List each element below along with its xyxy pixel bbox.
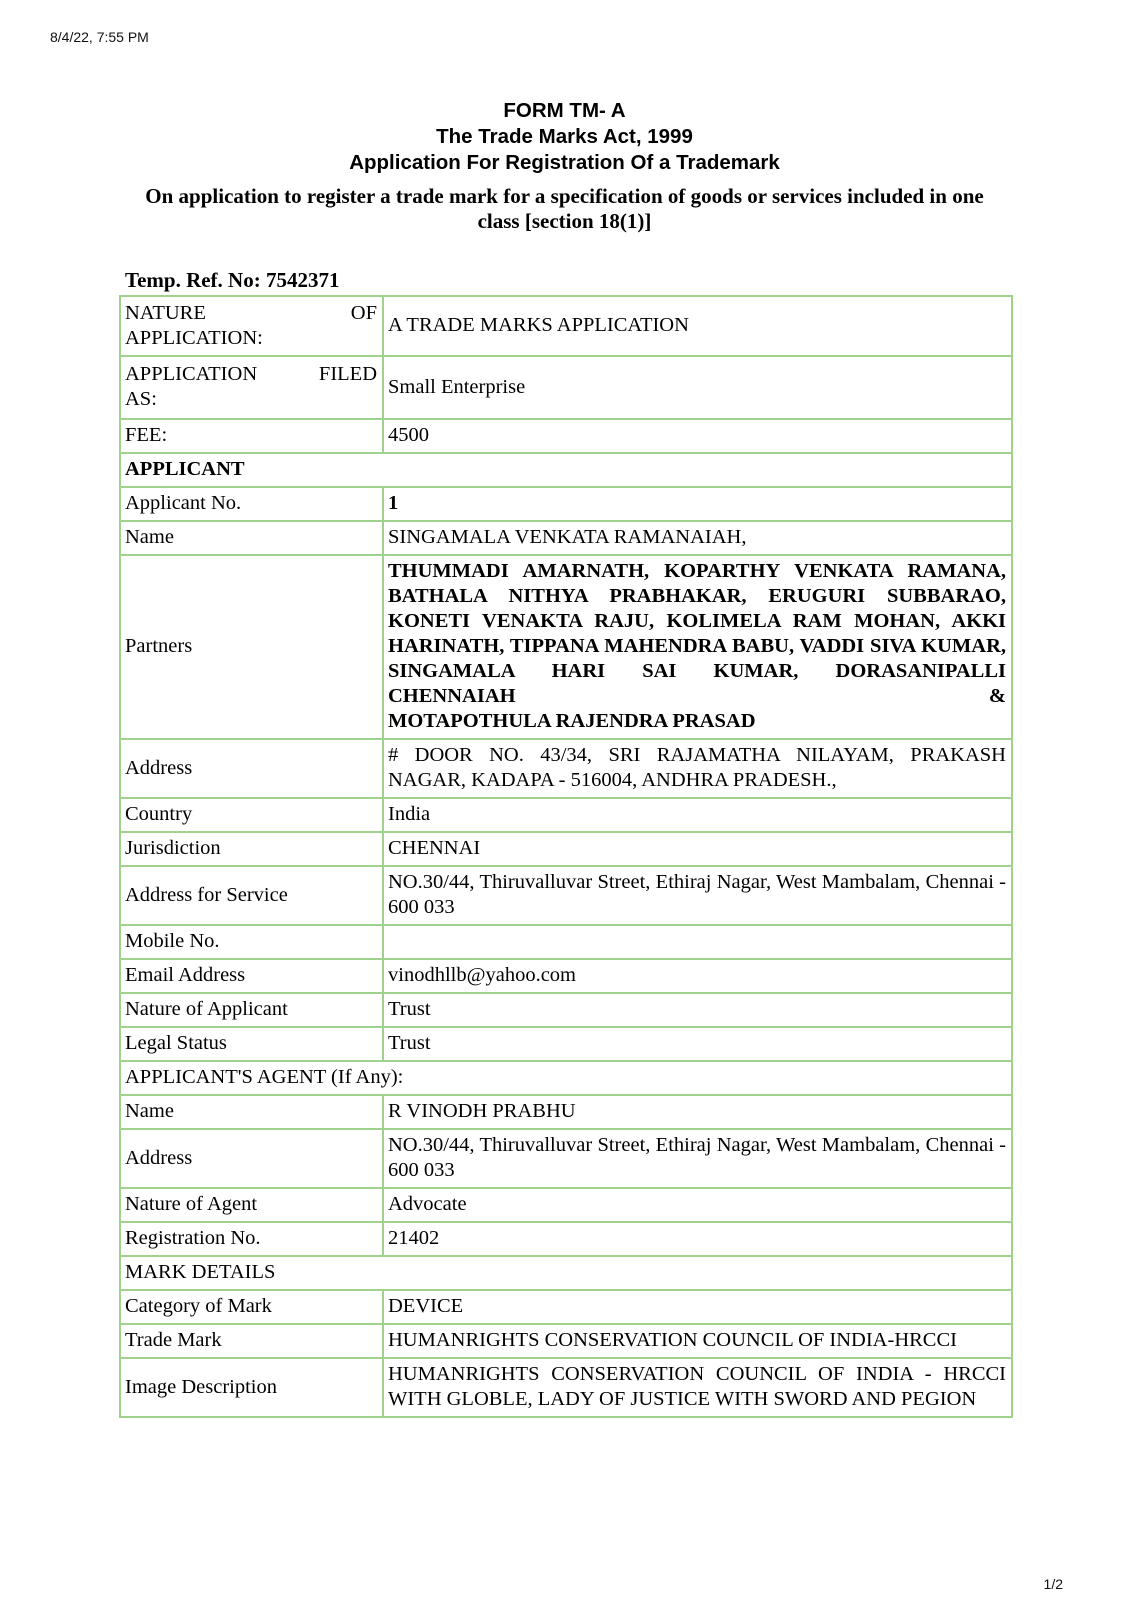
registration-no-value: 21402 bbox=[384, 1223, 1013, 1257]
label-line: AS: bbox=[125, 388, 157, 410]
table-row bbox=[121, 1223, 1013, 1257]
application-title: Application For Registration Of a Trademark bbox=[349, 151, 780, 174]
mark-details-heading: MARK DETAILS bbox=[121, 1257, 1013, 1291]
service-address-label: Address for Service bbox=[121, 867, 384, 926]
applicant-section-heading: APPLICANT bbox=[121, 454, 1013, 488]
category-of-mark-label: Category of Mark bbox=[121, 1291, 384, 1325]
registration-no-label: Registration No. bbox=[121, 1223, 384, 1257]
table-row bbox=[121, 1359, 1013, 1418]
table-row bbox=[121, 1096, 1013, 1130]
nature-of-agent-value: Advocate bbox=[384, 1189, 1013, 1223]
address-value: # DOOR NO. 43/34, SRI RAJAMATHA NILAYAM, PRAKASH NAGAR, KADAPA - 516004, ANDHRA PRADESH., bbox=[384, 740, 1013, 799]
table-row bbox=[121, 1028, 1013, 1062]
agent-section-heading: APPLICANT'S AGENT (If Any): bbox=[121, 1062, 1013, 1096]
table-row bbox=[121, 1257, 1013, 1291]
agent-name-value: R VINODH PRABHU bbox=[384, 1096, 1013, 1130]
agent-address-label: Address bbox=[121, 1130, 384, 1189]
country-label: Country bbox=[121, 799, 384, 833]
nature-of-agent-label: Nature of Agent bbox=[121, 1189, 384, 1223]
fee-value: 4500 bbox=[384, 420, 1013, 454]
partners-label: Partners bbox=[121, 556, 384, 740]
table-row bbox=[121, 867, 1013, 926]
partners-text: THUMMADI AMARNATH, KOPARTHY VENKATA RAMANA, BATHALA NITHYA PRABHAKAR, ERUGURI SUBBARAO, KONETI VENAKTA RAJU, KOLIMELA RAM MOHAN, AKKI HARINATH, TIPPANA MAHENDRA BABU, VADDI SIVA KUMAR, SINGAMALA HARI SAI KUMAR, DORASANIPALLI CHENNAIAH & bbox=[388, 560, 1006, 707]
table-row bbox=[121, 556, 1013, 740]
nature-of-application-label bbox=[121, 297, 384, 357]
table-row bbox=[121, 454, 1013, 488]
legal-status-value: Trust bbox=[384, 1028, 1013, 1062]
table-row bbox=[121, 1291, 1013, 1325]
table-row bbox=[121, 740, 1013, 799]
table-row bbox=[121, 926, 1013, 960]
jurisdiction-value: CHENNAI bbox=[384, 833, 1013, 867]
act-title: The Trade Marks Act, 1999 bbox=[436, 125, 693, 148]
agent-address-value: NO.30/44, Thiruvalluvar Street, Ethiraj Nagar, West Mambalam, Chennai - 600 033 bbox=[384, 1130, 1013, 1189]
legal-status-label: Legal Status bbox=[121, 1028, 384, 1062]
temp-ref-number: Temp. Ref. No: 7542371 bbox=[125, 268, 340, 292]
trade-mark-value: HUMANRIGHTS CONSERVATION COUNCIL OF INDIA-HRCCI bbox=[384, 1325, 1013, 1359]
table-row bbox=[121, 994, 1013, 1028]
print-timestamp: 8/4/22, 7:55 PM bbox=[50, 29, 149, 45]
image-description-value: HUMANRIGHTS CONSERVATION COUNCIL OF INDIA - HRCCI WITH GLOBLE, LADY OF JUSTICE WITH SWORD AND PEGION bbox=[384, 1359, 1013, 1418]
table-row bbox=[121, 799, 1013, 833]
application-form-table bbox=[119, 295, 1013, 1418]
agent-name-label: Name bbox=[121, 1096, 384, 1130]
table-row bbox=[121, 522, 1013, 556]
applicant-name-label: Name bbox=[121, 522, 384, 556]
form-header bbox=[0, 98, 1129, 234]
label-line: NATURE OF bbox=[125, 301, 377, 324]
table-row bbox=[121, 1325, 1013, 1359]
label-line: APPLICATION: bbox=[125, 326, 263, 349]
table-row bbox=[121, 420, 1013, 454]
table-row bbox=[121, 357, 1013, 420]
form-title: FORM TM- A bbox=[503, 99, 626, 122]
applicant-no-label: Applicant No. bbox=[121, 488, 384, 522]
category-of-mark-value: DEVICE bbox=[384, 1291, 1013, 1325]
nature-of-applicant-value: Trust bbox=[384, 994, 1013, 1028]
table-row bbox=[121, 297, 1013, 357]
applicant-no-value: 1 bbox=[384, 488, 1013, 522]
nature-of-application-value: A TRADE MARKS APPLICATION bbox=[384, 297, 1013, 357]
nature-of-applicant-label: Nature of Applicant bbox=[121, 994, 384, 1028]
application-filed-as-value: Small Enterprise bbox=[384, 357, 1013, 420]
table-row bbox=[121, 1062, 1013, 1096]
applicant-name-value: SINGAMALA VENKATA RAMANAIAH, bbox=[384, 522, 1013, 556]
country-value: India bbox=[384, 799, 1013, 833]
fee-label: FEE: bbox=[121, 420, 384, 454]
table-row bbox=[121, 960, 1013, 994]
table-row bbox=[121, 1189, 1013, 1223]
page-number: 1/2 bbox=[1043, 1576, 1063, 1592]
email-value: vinodhllb@yahoo.com bbox=[384, 960, 1013, 994]
application-filed-as-label bbox=[121, 357, 384, 420]
label-line: APPLICATION FILED bbox=[125, 363, 377, 385]
partners-value bbox=[384, 556, 1013, 740]
form-subtitle: On application to register a trade mark for a specification of goods or services included in one class [section 18(1)] bbox=[145, 184, 984, 233]
partners-last-line: MOTAPOTHULA RAJENDRA PRASAD bbox=[388, 710, 756, 732]
table-row bbox=[121, 1130, 1013, 1189]
service-address-value: NO.30/44, Thiruvalluvar Street, Ethiraj Nagar, West Mambalam, Chennai - 600 033 bbox=[384, 867, 1013, 926]
address-label: Address bbox=[121, 740, 384, 799]
jurisdiction-label: Jurisdiction bbox=[121, 833, 384, 867]
mobile-value bbox=[384, 926, 1013, 960]
email-label: Email Address bbox=[121, 960, 384, 994]
table-row bbox=[121, 488, 1013, 522]
image-description-label: Image Description bbox=[121, 1359, 384, 1418]
table-row bbox=[121, 833, 1013, 867]
trade-mark-label: Trade Mark bbox=[121, 1325, 384, 1359]
mobile-label: Mobile No. bbox=[121, 926, 384, 960]
